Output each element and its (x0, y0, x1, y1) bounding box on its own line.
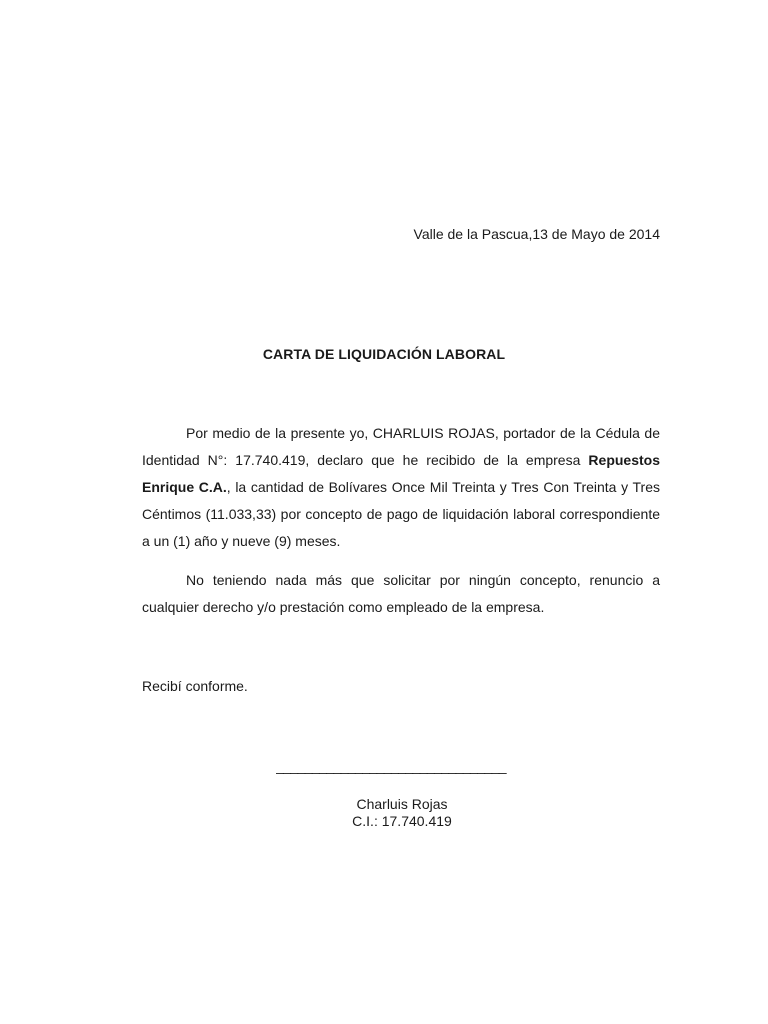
paragraph-1-part-b: , la cantidad de Bolívares Once Mil Treinta y Tres Con Treinta y Tres Céntimos (11.033,33) por concepto de pago de liquidación laboral correspondiente a un (1) año y nueve (9) meses. (142, 479, 661, 549)
closing-text: Recibí conforme. (142, 678, 248, 694)
paragraph-1-part-a: Por medio de la presente yo, CHARLUIS ROJAS, portador de la Cédula de Identidad N°: 17.740.419, declaro que he recibido de la empresa (142, 425, 660, 468)
paragraph-1 (142, 420, 660, 555)
signer-name: Charluis Rojas (356, 796, 448, 812)
paragraph-2 (142, 567, 660, 621)
place-and-date: Valle de la Pascua,13 de Mayo de 2014 (413, 226, 660, 242)
signer-id: C.I.: 17.740.419 (352, 813, 452, 829)
signature-block (0, 796, 768, 830)
letter-title: CARTA DE LIQUIDACIÓN LABORAL (262, 346, 506, 362)
company-name: Repuestos Enrique C.A. (142, 452, 660, 495)
signature-line: ________________________________ (276, 758, 506, 774)
paragraph-2-text: No teniendo nada más que solicitar por ningún concepto, renuncio a cualquier derecho y/o prestación como empleado de la empresa. (142, 572, 660, 615)
